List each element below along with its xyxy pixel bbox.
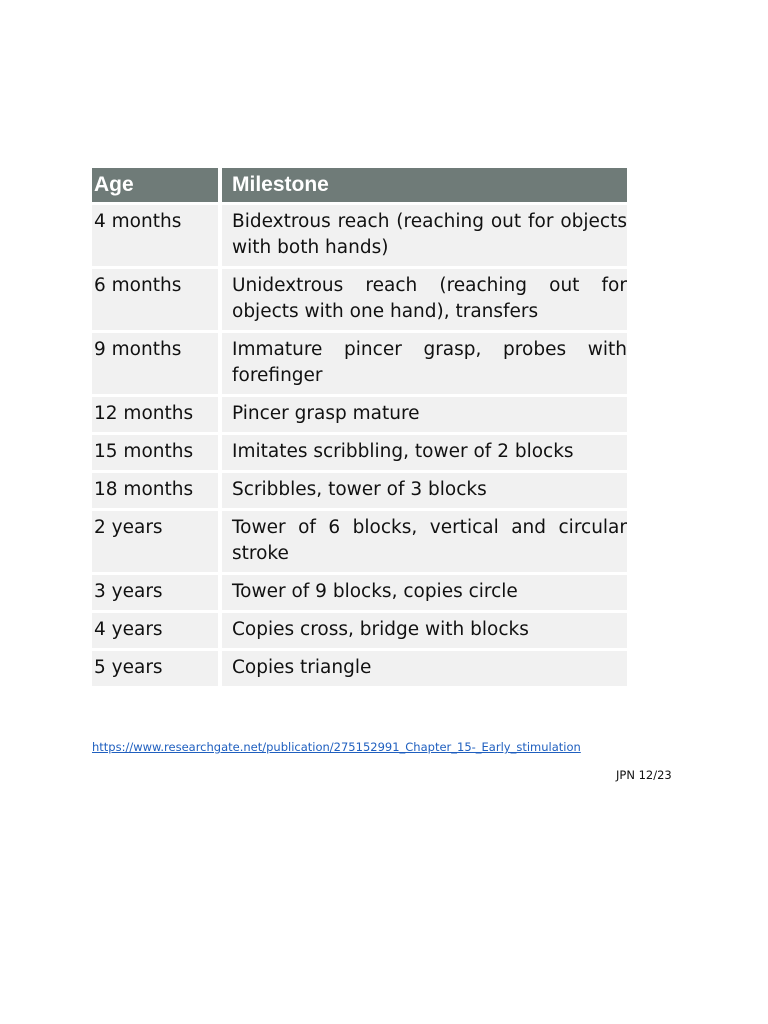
milestone-cell: Copies cross, bridge with blocks — [222, 613, 627, 651]
age-cell: 9 months — [92, 333, 218, 397]
milestone-cell: Copies triangle — [222, 651, 627, 689]
milestone-cell: Unidextrous reach (reaching out for objects with one hand), transfers — [222, 269, 627, 333]
age-cell: 5 years — [92, 651, 218, 689]
age-cell: 4 years — [92, 613, 218, 651]
table-row — [92, 205, 627, 269]
table-row — [92, 651, 627, 689]
table-row — [92, 613, 627, 651]
milestone-cell: Imitates scribbling, tower of 2 blocks — [222, 435, 627, 473]
milestone-table — [92, 168, 627, 689]
table-row — [92, 473, 627, 511]
milestone-cell: Immature pincer grasp, probes with forefinger — [222, 333, 627, 397]
milestone-cell: Bidextrous reach (reaching out for objects with both hands) — [222, 205, 627, 269]
age-cell: 3 years — [92, 575, 218, 613]
table-row — [92, 435, 627, 473]
table-header-row — [92, 168, 627, 205]
age-cell: 4 months — [92, 205, 218, 269]
milestone-cell: Scribbles, tower of 3 blocks — [222, 473, 627, 511]
table-row — [92, 575, 627, 613]
age-cell: 2 years — [92, 511, 218, 575]
table-row — [92, 269, 627, 333]
author-credit: JPN 12/23 — [616, 768, 672, 782]
milestone-cell: Tower of 9 blocks, copies circle — [222, 575, 627, 613]
milestone-cell: Tower of 6 blocks, vertical and circular stroke — [222, 511, 627, 575]
age-cell: 12 months — [92, 397, 218, 435]
age-cell: 18 months — [92, 473, 218, 511]
table-row — [92, 397, 627, 435]
age-column-header: Age — [92, 168, 218, 205]
milestone-column-header: Milestone — [222, 168, 627, 205]
age-cell: 6 months — [92, 269, 218, 333]
source-link[interactable]: https://www.researchgate.net/publication/275152991_Chapter_15-_Early_stimulation — [92, 740, 581, 754]
age-cell: 15 months — [92, 435, 218, 473]
table-row — [92, 511, 627, 575]
milestone-cell: Pincer grasp mature — [222, 397, 627, 435]
table-row — [92, 333, 627, 397]
